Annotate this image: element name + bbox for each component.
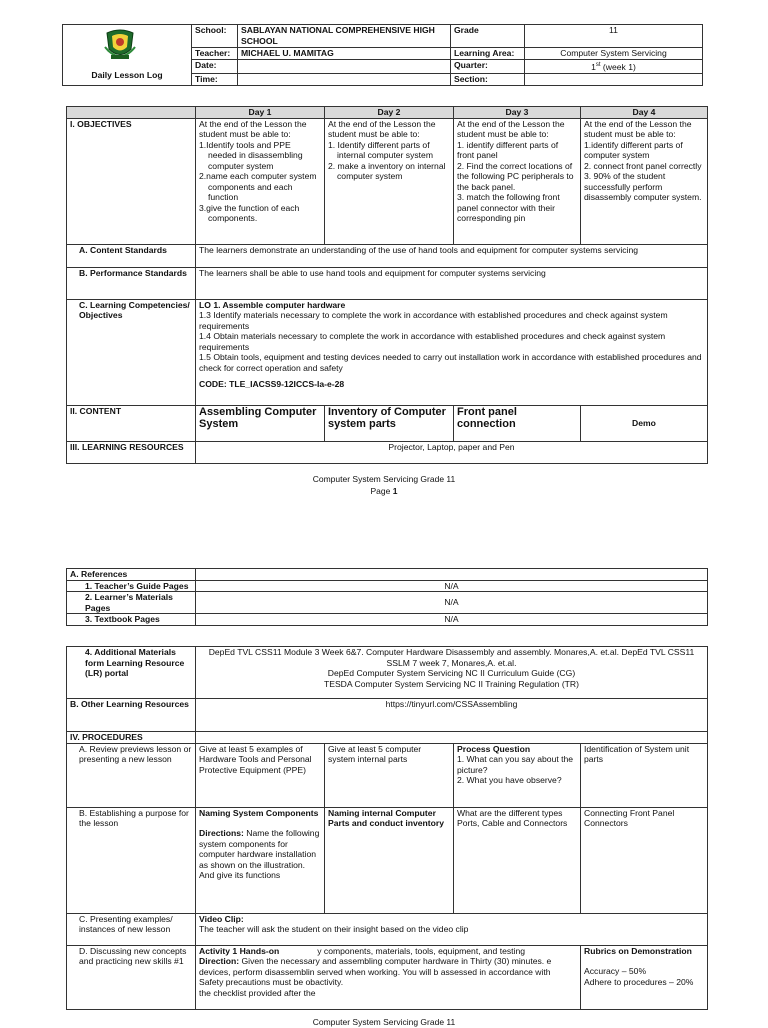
review-day4: Identification of System unit parts [581, 743, 708, 807]
day-3-head: Day 3 [454, 107, 581, 119]
school-value: SABLAYAN NATIONAL COMPREHENSIVE HIGH SCHOOL [238, 25, 451, 48]
objectives-label: I. OBJECTIVES [67, 118, 196, 244]
day-1-head: Day 1 [196, 107, 325, 119]
purpose-day4: Connecting Front Panel Connectors [581, 807, 708, 913]
objectives-day4: At the end of the Lesson the student must be able to: 1.identify different parts of computer system 2. connect front panel correctly 3. 90% of the student successfully perform disassembly computer system. [581, 118, 708, 244]
textbook-label: 3. Textbook Pages [67, 614, 196, 626]
teacher-value: MICHAEL U. MAMITAG [238, 48, 451, 60]
lesson-table-page2 [66, 646, 708, 1010]
learners-materials-value: N/A [196, 592, 708, 614]
examples-value: Video Clip: The teacher will ask the student on their insight based on the video clip [196, 913, 708, 945]
objectives-day3: At the end of the Lesson the student must be able to: 1. identify different parts of front panel 2. Find the correct locations of the following PC peripherals to the back panel. 3. match the following front panel connector with their corresponding pin [454, 118, 581, 244]
learning-area-value: Computer System Servicing [525, 48, 703, 60]
content-label: II. CONTENT [67, 405, 196, 441]
objectives-day2: At the end of the Lesson the student must be able to: 1. Identify different parts of internal computer system 2. make a inventory on internal computer system [325, 118, 454, 244]
content-standards-value: The learners demonstrate an understanding of the use of hand tools and equipment for computer systems servicing [196, 244, 708, 267]
page-footer-1 [0, 473, 768, 497]
learning-resources-label: III. LEARNING RESOURCES [67, 441, 196, 463]
teacher-label: Teacher: [192, 48, 238, 60]
competencies-value: LO 1. Assemble computer hardware 1.3 Identify materials necessary to complete the work in accordance with established procedures and check against system requirements 1.4 Obtain materials necessary to complete the work in accordance with established procedures and check against system requirements 1.5 Obtain tools, equipment and testing devices needed to carry out installation work in accordance with established procedures and check for correct operation and safety CODE: TLE_IACSS9-12ICCS-Ia-e-28 [196, 299, 708, 405]
additional-materials-label: 4. Additional Materials form Learning Resource (LR) portal [67, 647, 196, 699]
other-resources-link[interactable]: https://tinyurl.com/CSSAssembling [196, 699, 708, 732]
page-title: Daily Lesson Log [91, 70, 163, 80]
purpose-day1: Naming System Components Directions: Name the following system components for computer hardware installation as shown on the illustration. And give its functions [196, 807, 325, 913]
learning-resources-value: Projector, Laptop, paper and Pen [196, 441, 708, 463]
content-day2: Inventory of Computer system parts [325, 405, 454, 441]
review-day2: Give at least 5 computer system internal parts [325, 743, 454, 807]
learning-area-label: Learning Area: [451, 48, 525, 60]
procedures-blank [196, 732, 708, 744]
time-value [238, 73, 451, 85]
performance-standards-label: B. Performance Standards [67, 267, 196, 299]
date-label: Date: [192, 60, 238, 74]
content-standards-label: A. Content Standards [67, 244, 196, 267]
content-day1: Assembling Computer System [196, 405, 325, 441]
other-resources-label: B. Other Learning Resources [67, 699, 196, 732]
empty-head [67, 107, 196, 119]
additional-materials-value: DepEd TVL CSS11 Module 3 Week 6&7. Computer Hardware Disassembly and assembly. Monares,A. et.al. DepEd TVL CSS11 SSLM 7 week 7, Monares,A. et.al. DepEd Computer System Servicing NC II Curriculum Guide (CG) TESDA Computer System Servicing NC II Training Regulation (TR) [196, 647, 708, 699]
footer-course-2: Computer System Servicing Grade 11 [312, 1017, 456, 1027]
learners-materials-label: 2. Learner’s Materials Pages [67, 592, 196, 614]
objectives-day1: At the end of the Lesson the student must be able to: 1.Identify tools and PPE needed in disassembling computer system 2.name each computer system components and each function 3.give the function of each components. [196, 118, 325, 244]
content-day3: Front panel connection [454, 405, 581, 441]
grade-label: Grade [451, 25, 525, 48]
references-table [66, 568, 708, 626]
teachers-guide-value: N/A [196, 580, 708, 592]
competencies-label: C. Learning Competencies/ Objectives [67, 299, 196, 405]
discussing-day4: Rubrics on Demonstration Accuracy – 50% Adhere to procedures – 20% [581, 945, 708, 1009]
footer-course: Computer System Servicing Grade 11 [312, 474, 456, 484]
textbook-value: N/A [196, 614, 708, 626]
section-label: Section: [451, 73, 525, 85]
logo-cell [63, 25, 192, 86]
purpose-label: B. Establishing a purpose for the lesson [67, 807, 196, 913]
quarter-value: 1st (week 1) [525, 60, 703, 74]
school-label: School: [192, 25, 238, 48]
lesson-table-page1 [66, 106, 708, 464]
procedures-label: IV. PROCEDURES [67, 732, 196, 744]
content-day4: Demo [581, 405, 708, 441]
header-block [62, 24, 703, 86]
page-footer-2 [0, 1016, 768, 1028]
quarter-label: Quarter: [451, 60, 525, 74]
section-value [525, 73, 703, 85]
school-seal-icon [103, 27, 137, 61]
review-day3: Process Question 1. What can you say about the picture? 2. What you have observe? [454, 743, 581, 807]
day-2-head: Day 2 [325, 107, 454, 119]
purpose-day3: What are the different types Ports, Cable and Connectors [454, 807, 581, 913]
date-value [238, 60, 451, 74]
time-label: Time: [192, 73, 238, 85]
references-label: A. References [67, 569, 196, 581]
footer-page: Page 1 [370, 486, 398, 496]
references-value [196, 569, 708, 581]
performance-standards-value: The learners shall be able to use hand tools and equipment for computer systems servicing [196, 267, 708, 299]
review-label: A. Review previews lesson or presenting a new lesson [67, 743, 196, 807]
day-4-head: Day 4 [581, 107, 708, 119]
examples-label: C. Presenting examples/ instances of new lesson [67, 913, 196, 945]
review-day1: Give at least 5 examples of Hardware Tools and Personal Protective Equipment (PPE) [196, 743, 325, 807]
grade-value: 11 [525, 25, 703, 48]
teachers-guide-label: 1. Teacher’s Guide Pages [67, 580, 196, 592]
discussing-value: Activity 1 Hands-on y components, materials, tools, equipment, and testing Direction: Given the necessary and assembling computer hardware in Thirty (30) minutes. e devices, perform disassemblin served when working. You will b assessed in accordance with Safety precautions must be obactivity. the checklist provided after the [196, 945, 581, 1009]
purpose-day2: Naming internal Computer Parts and conduct inventory [325, 807, 454, 913]
discussing-label: D. Discussing new concepts and practicing new skills #1 [67, 945, 196, 1009]
